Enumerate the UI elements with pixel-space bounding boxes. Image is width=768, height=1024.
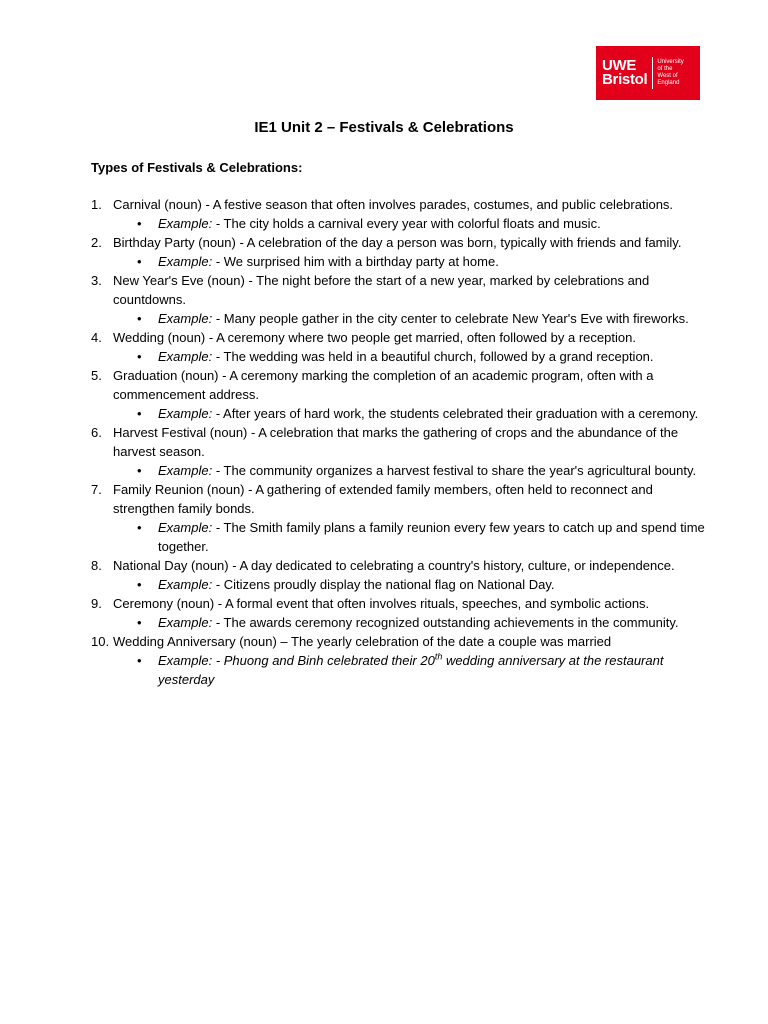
bullet-icon: • <box>137 349 142 364</box>
bullet-icon: • <box>137 520 142 535</box>
example-label: Example: <box>158 463 213 478</box>
item-number: 6. <box>91 425 102 440</box>
example-sentence: - Many people gather in the city center to celebrate New Year's Eve with fireworks. <box>212 311 689 326</box>
item-number: 5. <box>91 368 102 383</box>
list-item <box>91 233 711 252</box>
logo-tag-line-3: West of <box>657 73 678 79</box>
list-item <box>91 423 711 461</box>
example-sentence-start: - Phuong and Binh celebrated their 20 <box>212 653 435 668</box>
example-row <box>91 518 711 556</box>
example-sentence: - The awards ceremony recognized outstanding achievements in the community. <box>212 615 679 630</box>
example-label: Example: <box>158 349 213 364</box>
logo-tagline <box>657 59 683 87</box>
logo-tag-line-1: University <box>657 59 684 65</box>
example-sentence-end: wedding anniversary at the restaurant yesterday <box>158 653 664 687</box>
bullet-icon: • <box>137 311 142 326</box>
list-item <box>91 366 711 404</box>
example-label: Example: <box>158 615 213 630</box>
item-definition: Wedding (noun) - A ceremony where two people get married, often followed by a reception. <box>113 330 636 345</box>
example-row <box>91 252 711 271</box>
example-row <box>91 214 711 233</box>
festival-list <box>91 195 711 689</box>
item-number: 7. <box>91 482 102 497</box>
example-sentence: - Citizens proudly display the national flag on National Day. <box>212 577 555 592</box>
logo-wordmark <box>602 59 647 87</box>
item-definition: Carnival (noun) - A festive season that often involves parades, costumes, and public celebrations. <box>113 197 674 212</box>
item-definition: Birthday Party (noun) - A celebration of the day a person was born, typically with friends and family. <box>113 235 682 250</box>
bullet-icon: • <box>137 406 142 421</box>
example-text <box>158 347 711 366</box>
example-row <box>91 404 711 423</box>
example-row <box>91 575 711 594</box>
item-number: 1. <box>91 197 102 212</box>
item-definition: Family Reunion (noun) - A gathering of extended family members, often held to reconnect and strengthen family bonds. <box>113 482 653 516</box>
example-row <box>91 461 711 480</box>
bullet-icon: • <box>137 615 142 630</box>
bullet-icon: • <box>137 254 142 269</box>
example-sentence: - The city holds a carnival every year with colorful floats and music. <box>212 216 601 231</box>
example-row <box>91 347 711 366</box>
item-number: 10. <box>91 634 110 649</box>
example-label: Example: <box>158 216 213 231</box>
example-text <box>158 214 711 233</box>
uwe-bristol-logo <box>596 46 700 100</box>
example-label: Example: <box>158 254 213 269</box>
list-item <box>91 328 711 347</box>
example-sentence: - After years of hard work, the students celebrated their graduation with a ceremony. <box>212 406 699 421</box>
bullet-icon: • <box>137 216 142 231</box>
list-item <box>91 271 711 309</box>
bullet-icon: • <box>137 463 142 478</box>
ordinal-suffix: th <box>434 651 443 662</box>
example-text <box>158 575 711 594</box>
list-item <box>91 480 711 518</box>
example-sentence: - We surprised him with a birthday party at home. <box>212 254 499 269</box>
example-text <box>158 651 711 689</box>
item-definition: National Day (noun) - A day dedicated to celebrating a country's history, culture, or independence. <box>113 558 675 573</box>
logo-tag-line-2: of the <box>657 66 673 72</box>
example-text <box>158 613 711 632</box>
example-sentence: - The community organizes a harvest festival to share the year's agricultural bounty. <box>212 463 697 478</box>
example-row <box>91 651 711 689</box>
example-label: Example: <box>158 406 213 421</box>
example-text <box>158 309 711 328</box>
example-text <box>158 404 711 423</box>
item-definition: New Year's Eve (noun) - The night before the start of a new year, marked by celebrations and countdowns. <box>113 273 650 307</box>
item-definition: Graduation (noun) - A ceremony marking the completion of an academic program, often with a commencement address. <box>113 368 654 402</box>
item-number: 3. <box>91 273 102 288</box>
example-sentence: - The Smith family plans a family reunion every few years to catch up and spend time together. <box>158 520 705 554</box>
example-text <box>158 518 711 556</box>
item-number: 8. <box>91 558 102 573</box>
list-item <box>91 195 711 214</box>
item-definition: Harvest Festival (noun) - A celebration that marks the gathering of crops and the abundance of the harvest season. <box>113 425 679 459</box>
bullet-icon: • <box>137 653 142 668</box>
logo-tag-line-4: England <box>657 80 680 86</box>
example-text <box>158 252 711 271</box>
list-item <box>91 594 711 613</box>
page-title: IE1 Unit 2 – Festivals & Celebrations <box>254 119 514 136</box>
example-sentence: - The wedding was held in a beautiful church, followed by a grand reception. <box>212 349 654 364</box>
example-label: Example: <box>158 577 213 592</box>
item-number: 9. <box>91 596 102 611</box>
item-definition: Ceremony (noun) - A formal event that often involves rituals, speeches, and symbolic actions. <box>113 596 650 611</box>
logo-brand-line-2: Bristol <box>602 71 648 88</box>
bullet-icon: • <box>137 577 142 592</box>
example-label: Example: <box>158 520 213 535</box>
example-row <box>91 613 711 632</box>
example-text <box>158 461 711 480</box>
logo-divider <box>652 57 653 89</box>
example-label: Example: <box>158 311 213 326</box>
list-item <box>91 556 711 575</box>
example-label: Example: <box>158 653 213 668</box>
section-heading: Types of Festivals & Celebrations: <box>91 160 303 175</box>
logo-brand-line-1: UWE <box>602 57 637 74</box>
item-number: 2. <box>91 235 102 250</box>
list-item <box>91 632 711 651</box>
item-number: 4. <box>91 330 102 345</box>
item-definition: Wedding Anniversary (noun) – The yearly celebration of the date a couple was married <box>113 634 612 649</box>
example-row <box>91 309 711 328</box>
